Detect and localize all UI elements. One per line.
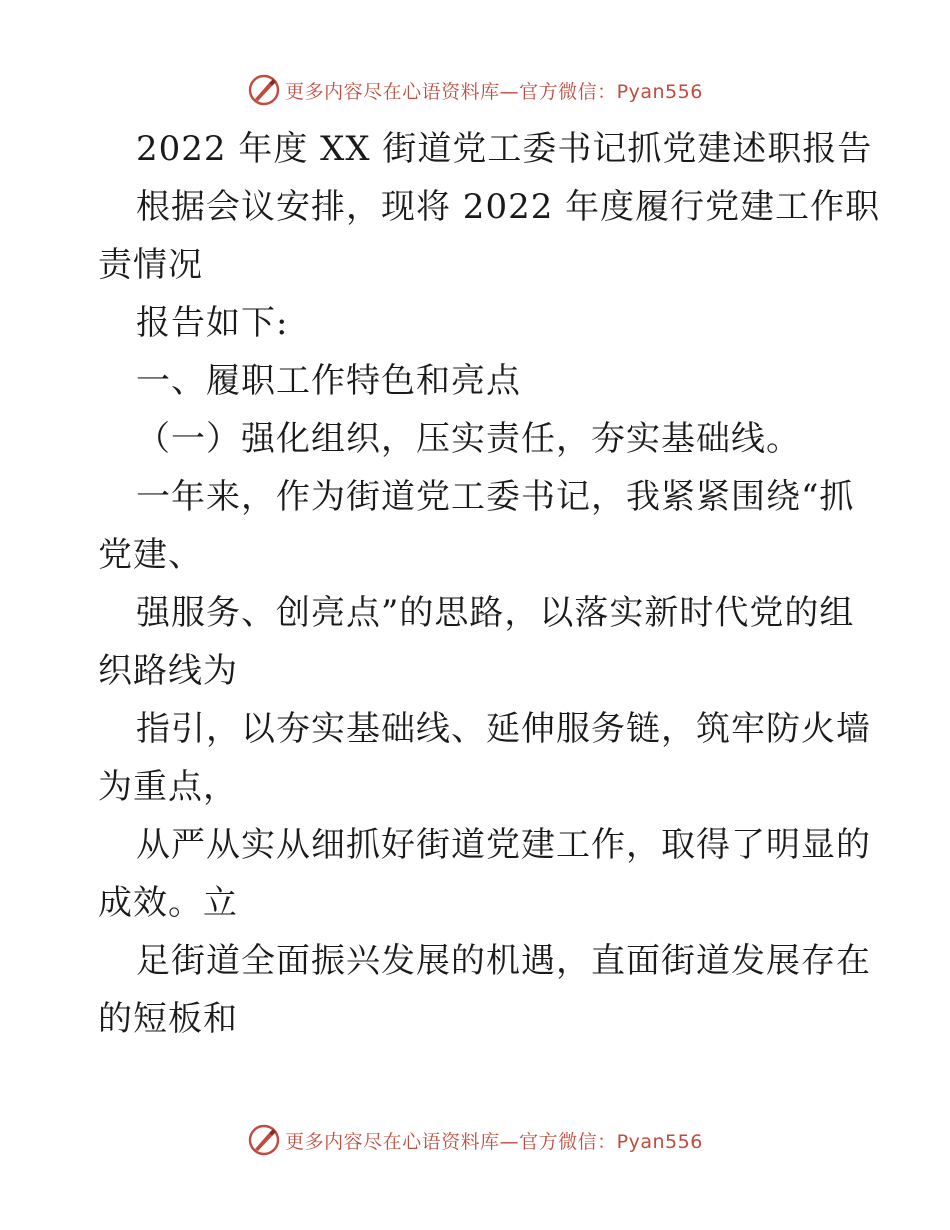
header-watermark (0, 68, 950, 112)
document-line: 党建、 (98, 535, 203, 575)
document-line: 的短板和 (98, 999, 238, 1039)
document-line: 根据会议安排，现将 2022 年度履行党建工作职 (136, 187, 881, 227)
document-line: 2022 年度 XX 街道党工委书记抓党建述职报告 (136, 129, 873, 169)
pen-circle-logo-icon (247, 73, 281, 107)
document-line: 指引，以夯实基础线、延伸服务链，筑牢防火墙 (136, 709, 871, 749)
document-line: 从严从实从细抓好街道党建工作，取得了明显的 (136, 825, 871, 865)
document-line: 报告如下: (136, 303, 289, 343)
document-line: 强服务、创亮点”的思路，以落实新时代党的组 (136, 593, 855, 633)
document-line: （一）强化组织，压实责任，夯实基础线。 (136, 419, 801, 459)
footer-watermark (0, 1118, 950, 1162)
document-line: 责情况 (98, 245, 203, 285)
document-line: 一年来，作为街道党工委书记，我紧紧围绕“抓 (136, 477, 855, 517)
document-line: 足街道全面振兴发展的机遇，直面街道发展存在 (136, 941, 871, 981)
document-line: 为重点， (98, 767, 238, 807)
watermark-text: 更多内容尽在心语资料库—官方微信：Pyan556 (285, 80, 703, 103)
document-line: 成效。立 (98, 883, 238, 923)
document-line: 一、履职工作特色和亮点 (136, 361, 521, 401)
pen-circle-logo-icon (247, 1123, 281, 1157)
watermark-text: 更多内容尽在心语资料库—官方微信：Pyan556 (285, 1130, 703, 1153)
document-body (98, 120, 881, 1048)
document-line: 织路线为 (98, 651, 238, 691)
